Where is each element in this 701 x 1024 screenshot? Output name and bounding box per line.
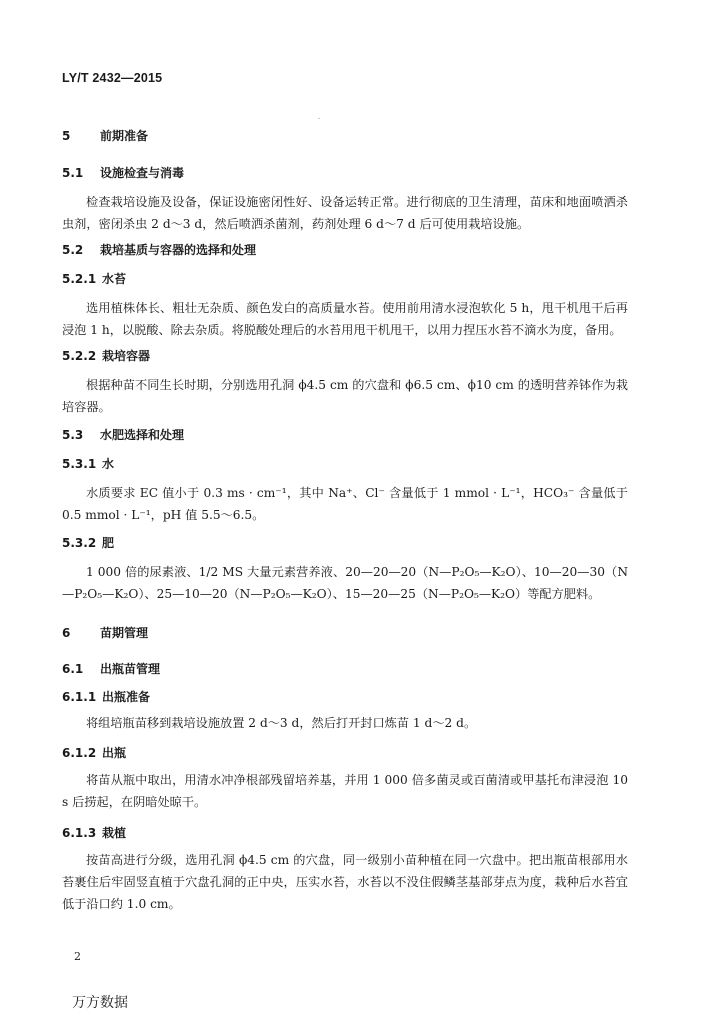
paragraph-6-1-1: 将组培瓶苗移到栽培设施放置 2 d～3 d，然后打开封口炼苗 1 d～2 d。 — [86, 716, 477, 730]
section-title: 设施检查与消毒 — [100, 166, 185, 180]
page-number: 2 — [74, 950, 81, 963]
section-title: 出瓶准备 — [102, 690, 151, 704]
section-number: 5.2 — [62, 243, 84, 257]
section-number: 6 — [62, 626, 71, 640]
section-heading-6-1-1 — [62, 688, 150, 705]
section-heading-5-3-2 — [62, 534, 114, 551]
section-title: 苗期管理 — [100, 626, 149, 640]
section-number: 6.1.3 — [62, 826, 97, 840]
scan-artifact — [318, 118, 320, 119]
paragraph-5-2-1: 选用植株体长、粗壮无杂质、颜色发白的高质量水苔。使用前用清水浸泡软化 5 h，甩干机甩干后再浸泡 1 h，以脱酸、除去杂质。将脱酸处理后的水苔用甩干机甩干，以用力捏压水苔不滴水为度，备用。 — [62, 301, 628, 337]
section-heading-6 — [62, 624, 148, 641]
section-title: 水肥选择和处理 — [100, 428, 185, 442]
section-heading-5-1 — [62, 164, 184, 181]
section-number: 5.2.1 — [62, 272, 97, 286]
section-number: 5.2.2 — [62, 349, 97, 363]
section-title: 水苔 — [102, 272, 127, 286]
section-title: 水 — [102, 457, 115, 471]
section-title: 肥 — [102, 536, 115, 550]
section-heading-5 — [62, 127, 148, 144]
section-heading-6-1-2 — [62, 744, 126, 761]
paragraph-5-2-2: 根据种苗不同生长时期，分别选用孔洞 ϕ4.5 cm 的穴盘和 ϕ6.5 cm、ϕ10 cm 的透明营养钵作为栽培容器。 — [62, 378, 628, 414]
section-heading-6-1-3 — [62, 824, 126, 841]
paragraph-6-1-3: 按苗高进行分级，选用孔洞 ϕ4.5 cm 的穴盘，同一级别小苗种植在同一穴盘中。把出瓶苗根部用水苔裹住后牢固竖直植于穴盘孔洞的正中央，压实水苔，水苔以不没住假鳞茎基部芽点为度，栽种后水苔宜低于沿口约 1.0 cm。 — [62, 853, 628, 911]
section-number: 5.3.2 — [62, 536, 97, 550]
section-number: 5.1 — [62, 166, 84, 180]
paragraph-6-1-2: 将苗从瓶中取出，用清水冲净根部残留培养基，并用 1 000 倍多菌灵或百菌清或甲基托布津浸泡 10 s 后捞起，在阴暗处晾干。 — [62, 773, 628, 809]
paragraph-5-1: 检查栽培设施及设备，保证设施密闭性好、设备运转正常。进行彻底的卫生清理，苗床和地面喷洒杀虫剂，密闭杀虫 2 d～3 d，然后喷洒杀菌剂，药剂处理 6 d～7 d 后可使用栽培设施。 — [62, 195, 628, 231]
section-heading-6-1 — [62, 660, 160, 677]
section-title: 出瓶苗管理 — [100, 662, 161, 676]
section-number: 5 — [62, 129, 71, 143]
section-number: 5.3.1 — [62, 457, 97, 471]
section-heading-5-3 — [62, 426, 184, 443]
section-title: 栽植 — [102, 826, 127, 840]
section-title: 栽培容器 — [102, 349, 151, 363]
section-heading-5-3-1 — [62, 455, 114, 472]
watermark: 万方数据 — [72, 995, 128, 1011]
section-number: 5.3 — [62, 428, 84, 442]
section-heading-5-2 — [62, 241, 256, 258]
section-title: 栽培基质与容器的选择和处理 — [100, 243, 257, 257]
section-title: 出瓶 — [102, 746, 127, 760]
section-heading-5-2-2 — [62, 347, 150, 364]
paragraph-5-3-1: 水质要求 EC 值小于 0.3 ms · cm⁻¹，其中 Na⁺、Cl⁻ 含量低于 1 mmol · L⁻¹，HCO₃⁻ 含量低于 0.5 mmol · L⁻¹，pH 值 5.5～6.5。 — [62, 486, 628, 522]
standard-code: LY/T 2432—2015 — [62, 71, 163, 85]
section-heading-5-2-1 — [62, 270, 126, 287]
paragraph-5-3-2: 1 000 倍的尿素液、1/2 MS 大量元素营养液、20—20—20（N—P₂O₅—K₂O）、10—20—30（N—P₂O₅—K₂O）、25—10—20（N—P₂O₅—K₂O）、15—20—25（N—P₂O₅—K₂O）等配方肥料。 — [62, 565, 628, 601]
section-number: 6.1.1 — [62, 690, 97, 704]
section-number: 6.1.2 — [62, 746, 97, 760]
section-number: 6.1 — [62, 662, 84, 676]
section-title: 前期准备 — [100, 129, 149, 143]
